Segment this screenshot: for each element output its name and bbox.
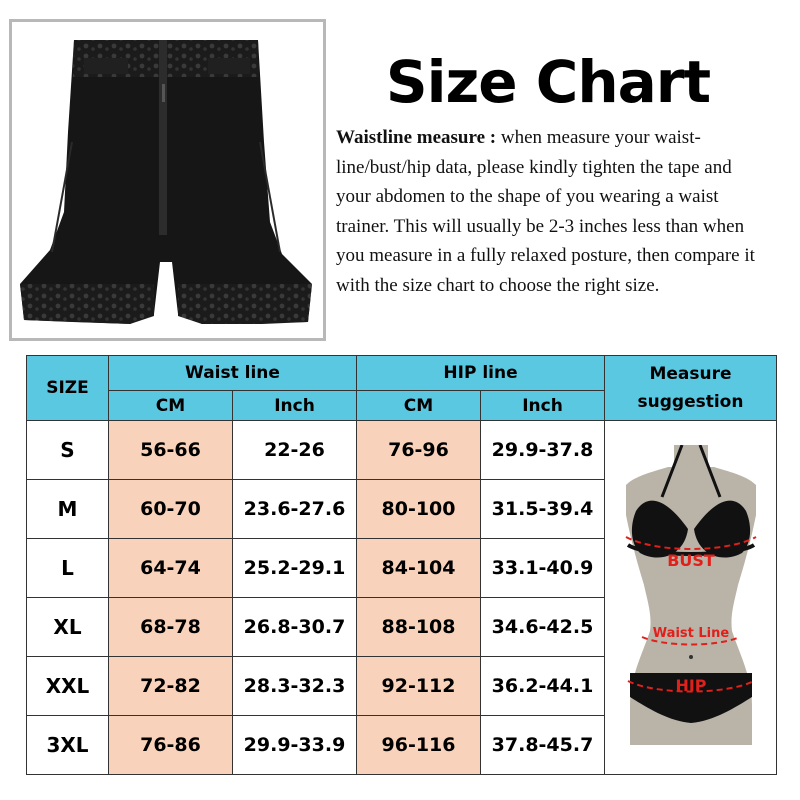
waist-inch-cell: 28.3-32.3	[233, 657, 357, 716]
waist-inch-cell: 26.8-30.7	[233, 598, 357, 657]
hip-inch-cell: 29.9-37.8	[481, 421, 605, 480]
hip-inch-header: Inch	[481, 391, 605, 421]
bust-label: BUST	[666, 551, 715, 570]
body-measure-figure	[606, 445, 776, 745]
description-body: when measure your waist-line/bust/hip data, please kindly tighten the tape and your abdomen to the shape of you wearing a waist trainer. This will usually be 2-3 inches less than when you measure in a fully relaxed posture, then compare it with the size chart to choose the right size.	[336, 127, 755, 296]
waist-cm-cell: 76-86	[109, 716, 233, 775]
hip-inch-cell: 34.6-42.5	[481, 598, 605, 657]
hip-label: HIP	[674, 676, 707, 695]
waist-inch-cell: 22-26	[233, 421, 357, 480]
hip-inch-cell: 36.2-44.1	[481, 657, 605, 716]
hip-cm-cell: 76-96	[357, 421, 481, 480]
waist-cm-cell: 72-82	[109, 657, 233, 716]
product-photo	[9, 19, 326, 341]
waist-header: Waist line	[109, 356, 357, 391]
hip-cm-cell: 88-108	[357, 598, 481, 657]
table-row	[27, 421, 777, 480]
waist-cm-cell: 60-70	[109, 480, 233, 539]
hip-cm-cell: 80-100	[357, 480, 481, 539]
waist-cm-cell: 68-78	[109, 598, 233, 657]
measure-header-line1: Measure	[649, 364, 732, 384]
waist-inch-header: Inch	[233, 391, 357, 421]
description-lead: Waistline measure :	[336, 127, 497, 148]
measure-header-line2: suggestion	[637, 392, 744, 412]
waist-inch-cell: 25.2-29.1	[233, 539, 357, 598]
size-cell: XL	[27, 598, 109, 657]
size-cell: L	[27, 539, 109, 598]
hip-cm-header: CM	[357, 391, 481, 421]
measure-description	[336, 123, 766, 300]
hip-inch-cell: 33.1-40.9	[481, 539, 605, 598]
waist-line-label: Waist Line	[652, 626, 729, 641]
measure-figure-cell	[605, 421, 777, 775]
size-cell: 3XL	[27, 716, 109, 775]
hip-inch-cell: 37.8-45.7	[481, 716, 605, 775]
hip-cm-cell: 84-104	[357, 539, 481, 598]
size-table	[26, 355, 777, 775]
measure-suggestion-header	[605, 356, 777, 421]
hip-cm-cell: 92-112	[357, 657, 481, 716]
size-cell: M	[27, 480, 109, 539]
shapewear-shorts-image	[12, 22, 323, 338]
waist-inch-cell: 23.6-27.6	[233, 480, 357, 539]
page-title: Size Chart	[385, 48, 711, 116]
hip-header: HIP line	[357, 356, 605, 391]
hip-inch-cell: 31.5-39.4	[481, 480, 605, 539]
waist-cm-header: CM	[109, 391, 233, 421]
hip-cm-cell: 96-116	[357, 716, 481, 775]
waist-cm-cell: 64-74	[109, 539, 233, 598]
size-header: SIZE	[27, 356, 109, 421]
waist-cm-cell: 56-66	[109, 421, 233, 480]
size-cell: S	[27, 421, 109, 480]
size-cell: XXL	[27, 657, 109, 716]
waist-inch-cell: 29.9-33.9	[233, 716, 357, 775]
